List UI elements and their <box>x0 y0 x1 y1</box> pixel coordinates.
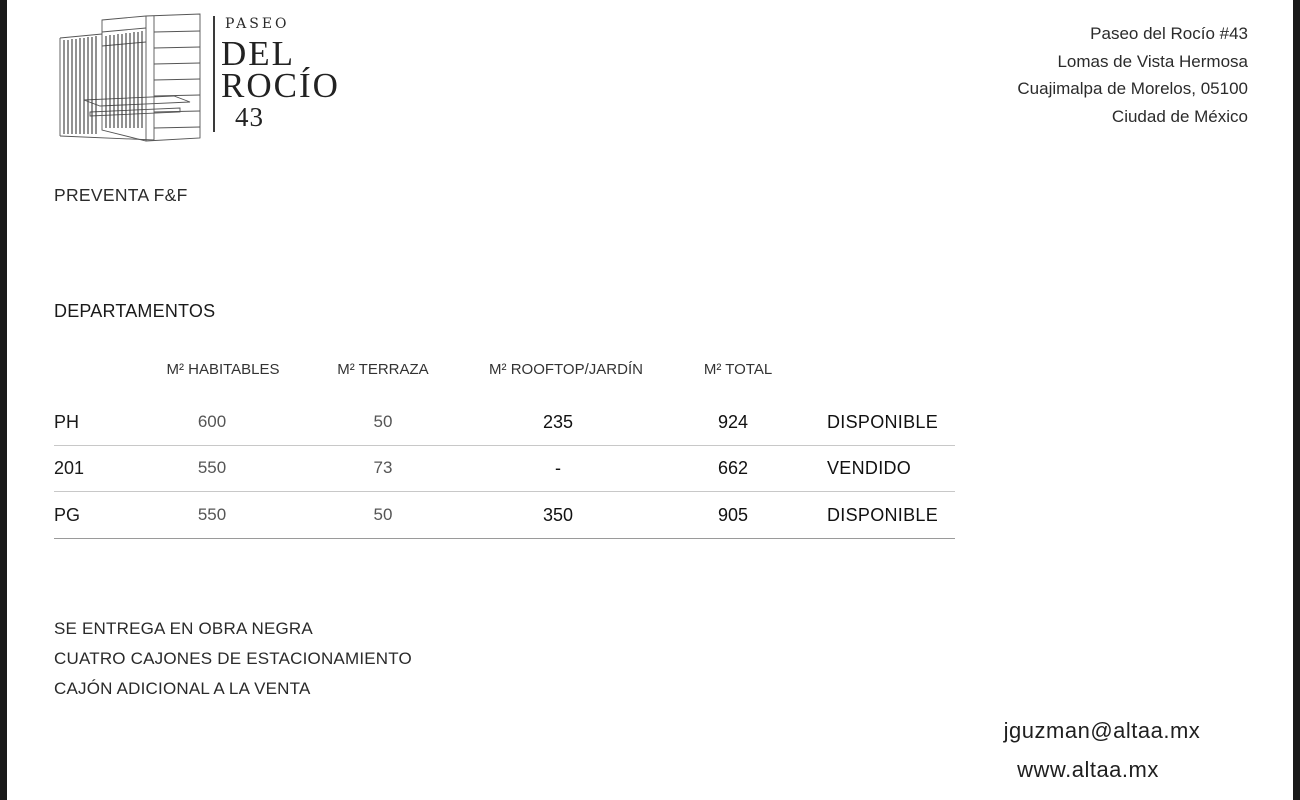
logo-text-rocio: ROCÍO <box>221 66 340 105</box>
status-cell: DISPONIBLE <box>827 505 939 525</box>
habitables-cell: 550 <box>197 458 227 477</box>
building-logo-icon <box>54 12 204 144</box>
logo-text-number: 43 <box>235 102 264 132</box>
status-cell: VENDIDO <box>827 458 912 478</box>
row-divider <box>54 491 955 492</box>
rooftop-cell: 235 <box>542 412 574 432</box>
habitables-cell: 600 <box>197 412 227 431</box>
column-header-terraza: M² TERRAZA <box>337 361 429 378</box>
section-heading: DEPARTAMENTOS <box>54 301 216 321</box>
logo-divider <box>213 16 215 132</box>
table-row <box>54 446 955 492</box>
terraza-cell: 50 <box>373 505 393 524</box>
note-item: CUATRO CAJONES DE ESTACIONAMIENTO <box>54 649 412 668</box>
unit-cell: PG <box>54 505 81 525</box>
table-row <box>54 493 955 539</box>
total-cell: 924 <box>717 412 749 432</box>
contact-website-link[interactable]: www.altaa.mx <box>1017 757 1159 782</box>
total-cell: 905 <box>717 505 749 525</box>
column-header-rooftop: M² ROOFTOP/JARDÍN <box>489 361 643 378</box>
unit-cell: PH <box>54 412 80 432</box>
row-divider <box>54 538 955 539</box>
terraza-cell: 73 <box>373 458 393 477</box>
status-cell: DISPONIBLE <box>827 412 939 432</box>
total-cell: 662 <box>717 458 749 478</box>
address-line: Cuajimalpa de Morelos, 05100 <box>1017 79 1248 98</box>
document-page <box>7 0 1293 800</box>
habitables-cell: 550 <box>197 505 227 524</box>
contact-email-link[interactable]: jguzman@altaa.mx <box>1003 718 1201 743</box>
address-line: Paseo del Rocío #43 <box>1090 24 1248 43</box>
notes-list <box>54 614 412 704</box>
column-header-habitables: M² HABITABLES <box>166 361 280 378</box>
address-block <box>1017 20 1248 130</box>
rooftop-cell: - <box>555 458 561 478</box>
rooftop-cell: 350 <box>542 505 574 525</box>
terraza-cell: 50 <box>373 412 393 431</box>
column-header-total: M² TOTAL <box>703 361 773 378</box>
logo-text-del: DEL <box>221 34 296 73</box>
note-item: SE ENTREGA EN OBRA NEGRA <box>54 619 313 638</box>
address-line: Ciudad de México <box>1111 106 1248 126</box>
unit-cell: 201 <box>54 458 85 478</box>
logo-text-paseo: PASEO <box>225 16 290 32</box>
address-line: Lomas de Vista Hermosa <box>1057 51 1248 71</box>
table-row <box>54 400 955 446</box>
document-subtitle: PREVENTA F&F <box>54 185 188 205</box>
note-item: CAJÓN ADICIONAL A LA VENTA <box>54 679 311 698</box>
